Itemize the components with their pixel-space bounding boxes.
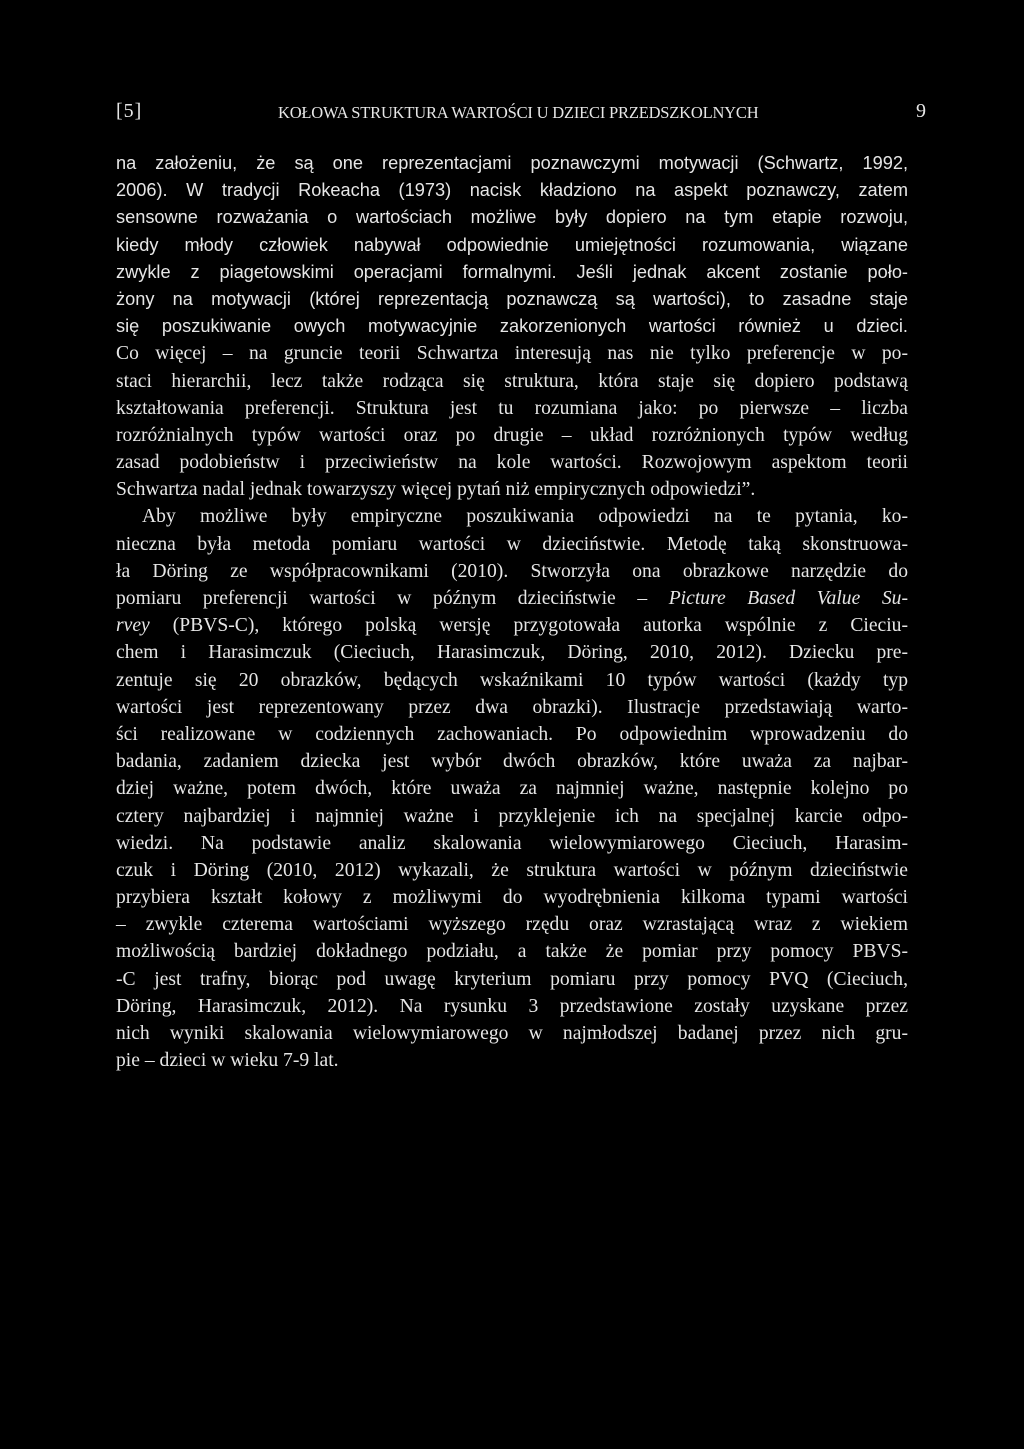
text-segment: sensowne rozważania o wartościach możliwe były dopiero na tym etapie rozwoju, [116,207,908,228]
body-text [116,150,908,1074]
text-line [116,368,908,395]
text-line [116,884,908,911]
text-line [116,531,908,558]
italic-title-fragment: Picture Based Value Su- [668,588,908,609]
text-line [116,340,908,367]
text-line [116,232,908,259]
text-line [116,993,908,1020]
text-line [116,476,908,503]
text-segment: pomiaru preferencji wartości w późnym dzieciństwie – [116,588,669,609]
page-number: 9 [916,100,926,122]
text-segment: Döring, Harasimczuk, 2012). Na rysunku 3 przedstawione zostały uzyskane przez [116,995,908,1017]
text-segment: ła Döring ze współpracownikami (2010). Stworzyła ona obrazkowe narzędzie do [116,560,908,582]
text-segment: możliwością bardziej dokładnego podziału, a także że pomiar przy pomocy PBVS- [116,941,908,963]
text-line [116,639,908,666]
text-line [116,938,908,965]
text-segment: 2006). W tradycji Rokeacha (1973) nacisk kładziono na aspekt poznawczy, zatem [116,180,908,201]
text-segment: -C jest trafny, biorąc pod uwagę kryterium pomiaru przy pomocy PVQ (Cieciuch, [116,968,908,990]
text-line [116,803,908,830]
text-line [116,395,908,422]
text-segment: Schwartza nadal jednak towarzyszy więcej pytań niż empirycznych odpowiedzi”. [116,479,756,501]
running-header [116,100,940,130]
text-line [116,585,908,612]
text-segment: cztery najbardziej i najmniej ważne i przyklejenie ich na specjalnej karcie odpo- [116,805,908,827]
text-line [116,150,908,177]
text-segment: wiedzi. Na podstawie analiz skalowania wielowymiarowego Cieciuch, Harasim- [116,832,908,854]
text-segment: zwykle z piagetowskimi operacjami formalnymi. Jeśli jednak akcent zostanie poło- [116,261,908,282]
text-line [116,558,908,585]
text-line [116,422,908,449]
text-segment: zentuje się 20 obrazków, będących wskaźnikami 10 typów wartości (każdy typ [116,669,908,691]
text-line [116,286,908,313]
text-segment: nich wyniki skalowania wielowymiarowego w najmłodszej badanej przez nich gru- [116,1023,908,1044]
text-segment: przybiera kształt kołowy z możliwymi do wyodrębnienia kilkoma typami wartości [116,887,908,909]
text-line [116,259,908,286]
text-line [116,612,908,639]
text-line [116,857,908,884]
text-line [116,721,908,748]
text-line [116,748,908,775]
text-segment: chem i Harasimczuk (Cieciuch, Harasimczuk, Döring, 2010, 2012). Dziecku pre- [116,642,908,664]
text-line [116,830,908,857]
text-line [116,775,908,802]
text-segment: badania, zadaniem dziecka jest wybór dwóch obrazków, które uważa za najbar- [116,751,908,773]
text-line [116,1047,908,1074]
text-segment: wartości jest reprezentowany przez dwa obrazki). Ilustracje przedstawiają warto- [116,696,908,718]
text-segment: ści realizowane w codziennych zachowaniach. Po odpowiednim wprowadzeniu do [116,723,908,745]
text-line [116,911,908,938]
text-segment: się poszukiwanie owych motywacyjnie zakorzenionych wartości również u dzieci. [116,316,908,337]
text-segment: żony na motywacji (której reprezentacją poznawczą są wartości), to zasadne staje [116,288,908,309]
text-segment: (PBVS-C), którego polską wersję przygotowała autorka wspólnie z Cieciu- [149,615,908,637]
section-number: [5] [116,100,143,122]
italic-title-fragment: rvey [116,615,150,637]
text-segment: nieczna była metoda pomiaru wartości w dzieciństwie. Metodę taką skonstruowa- [116,533,908,555]
text-segment: Aby możliwe były empiryczne poszukiwania odpowiedzi na te pytania, ko- [142,506,908,528]
text-line [116,667,908,694]
text-segment: pie – dzieci w wieku 7-9 lat. [116,1050,339,1072]
text-line [116,204,908,231]
text-segment: staci hierarchii, lecz także rodząca się struktura, która staje się dopiero podstawą [116,370,908,392]
text-line [116,694,908,721]
text-segment: zasad podobieństw i przeciwieństw na kole wartości. Rozwojowym aspektom teorii [116,452,908,474]
text-line [116,177,908,204]
text-line [116,449,908,476]
text-segment: kształtowania preferencji. Struktura jest tu rozumiana jako: po pierwsze – liczba [116,397,908,419]
text-line [116,1020,908,1047]
text-line [116,503,908,530]
text-line [116,313,908,340]
text-segment: dziej ważne, potem dwóch, które uważa za najmniej ważne, następnie kolejno po [116,778,908,800]
text-segment: czuk i Döring (2010, 2012) wykazali, że struktura wartości w późnym dzieciństwie [116,859,908,881]
text-segment: – zwykle czterema wartościami wyższego rzędu oraz wzrastającą wraz z wiekiem [116,914,908,936]
text-segment: na założeniu, że są one reprezentacjami poznawczymi motywacji (Schwartz, 1992, [116,153,908,173]
running-title: KOŁOWA STRUKTURA WARTOŚCI U DZIECI PRZEDSZKOLNYCH [278,103,759,122]
text-segment: Co więcej – na gruncie teorii Schwartza interesują nas nie tylko preferencje w po- [116,343,908,365]
text-segment: rozróżnialnych typów wartości oraz po drugie – układ rozróżnionych typów według [116,424,908,446]
text-line [116,966,908,993]
text-segment: kiedy młody człowiek nabywał odpowiednie umiejętności rozumowania, wiązane [116,234,908,255]
